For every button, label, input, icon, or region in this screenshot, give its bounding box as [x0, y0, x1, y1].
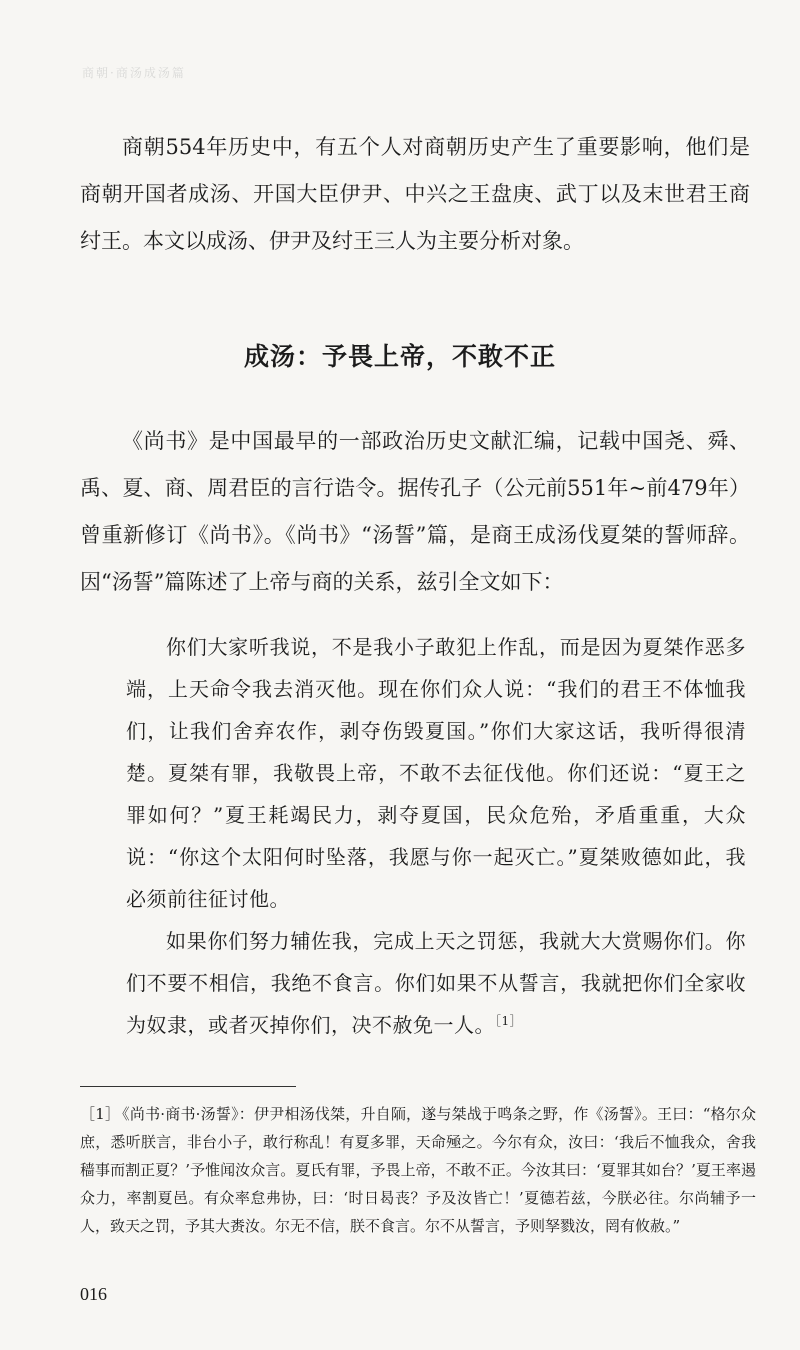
page-number: 016	[80, 1284, 107, 1304]
shangshu-paragraph: 《尚书》是中国最早的一部政治历史文献汇编，记载中国尧、舜、禹、夏、商、周君臣的言行诰令。据传孔子（公元前551年~前479年）曾重新修订《尚书》。《尚书》“汤誓”篇，是商王成汤伐夏桀的誓师辞。因“汤誓”篇陈述了上帝与商的关系，兹引全文如下：	[80, 429, 750, 594]
section-heading: 成汤：予畏上帝，不敢不正	[243, 342, 556, 371]
running-head: 商朝·商汤成汤篇	[82, 66, 186, 80]
footnote	[80, 1100, 756, 1240]
footnote-text: 《尚书·商书·汤誓》：伊尹相汤伐桀，升自陑，遂与桀战于鸣条之野，作《汤誓》。王曰：“格尔众庶，悉听朕言，非台小子，敢行称乱！有夏多罪，天命殛之。今尔有众，汝曰：‘我后不恤我众，舍我穑事而割正夏？’予惟闻汝众言。夏氏有罪，予畏上帝，不敢不正。今汝其曰：‘夏罪其如台？’夏王率遏众力，率割夏邑。有众率怠弗协，曰：‘时日曷丧？予及汝皆亡！’夏德若兹，今朕必往。尔尚辅予一人，致天之罚，予其大赉汝。尔无不信，朕不食言。尔不从誓言，予则孥戮汝，罔有攸赦。”	[80, 1105, 756, 1235]
footnote-marker: ［1］	[80, 1105, 121, 1123]
footnote-reference[interactable]: ［1］	[495, 1014, 523, 1028]
block-quote-text: 如果你们努力辅佐我，完成上天之罚惩，我就大大赏赐你们。你们不要不相信，我绝不食言。你们如果不从誓言，我就把你们全家收为奴隶，或者灭掉你们，决不赦免一人。	[126, 929, 746, 1037]
block-quote-paragraph-1: 你们大家听我说，不是我小子敢犯上作乱，而是因为夏桀作恶多端，上天命令我去消灭他。现在你们众人说：“我们的君王不体恤我们，让我们舍弃农作，剥夺伤毁夏国。”你们大家这话，我听得很清楚。夏桀有罪，我敬畏上帝，不敢不去征伐他。你们还说：“夏王之罪如何？”夏王耗竭民力，剥夺夏国，民众危殆，矛盾重重，大众说：“你这个太阳何时坠落，我愿与你一起灭亡。”夏桀败德如此，我必须前往征讨他。	[126, 635, 746, 911]
block-quote-paragraph-2	[126, 920, 746, 1046]
footnote-divider	[80, 1086, 296, 1087]
intro-paragraph: 商朝554年历史中，有五个人对商朝历史产生了重要影响，他们是商朝开国者成汤、开国大臣伊尹、中兴之王盘庚、武丁以及末世君王商纣王。本文以成汤、伊尹及纣王三人为主要分析对象。	[80, 135, 750, 253]
